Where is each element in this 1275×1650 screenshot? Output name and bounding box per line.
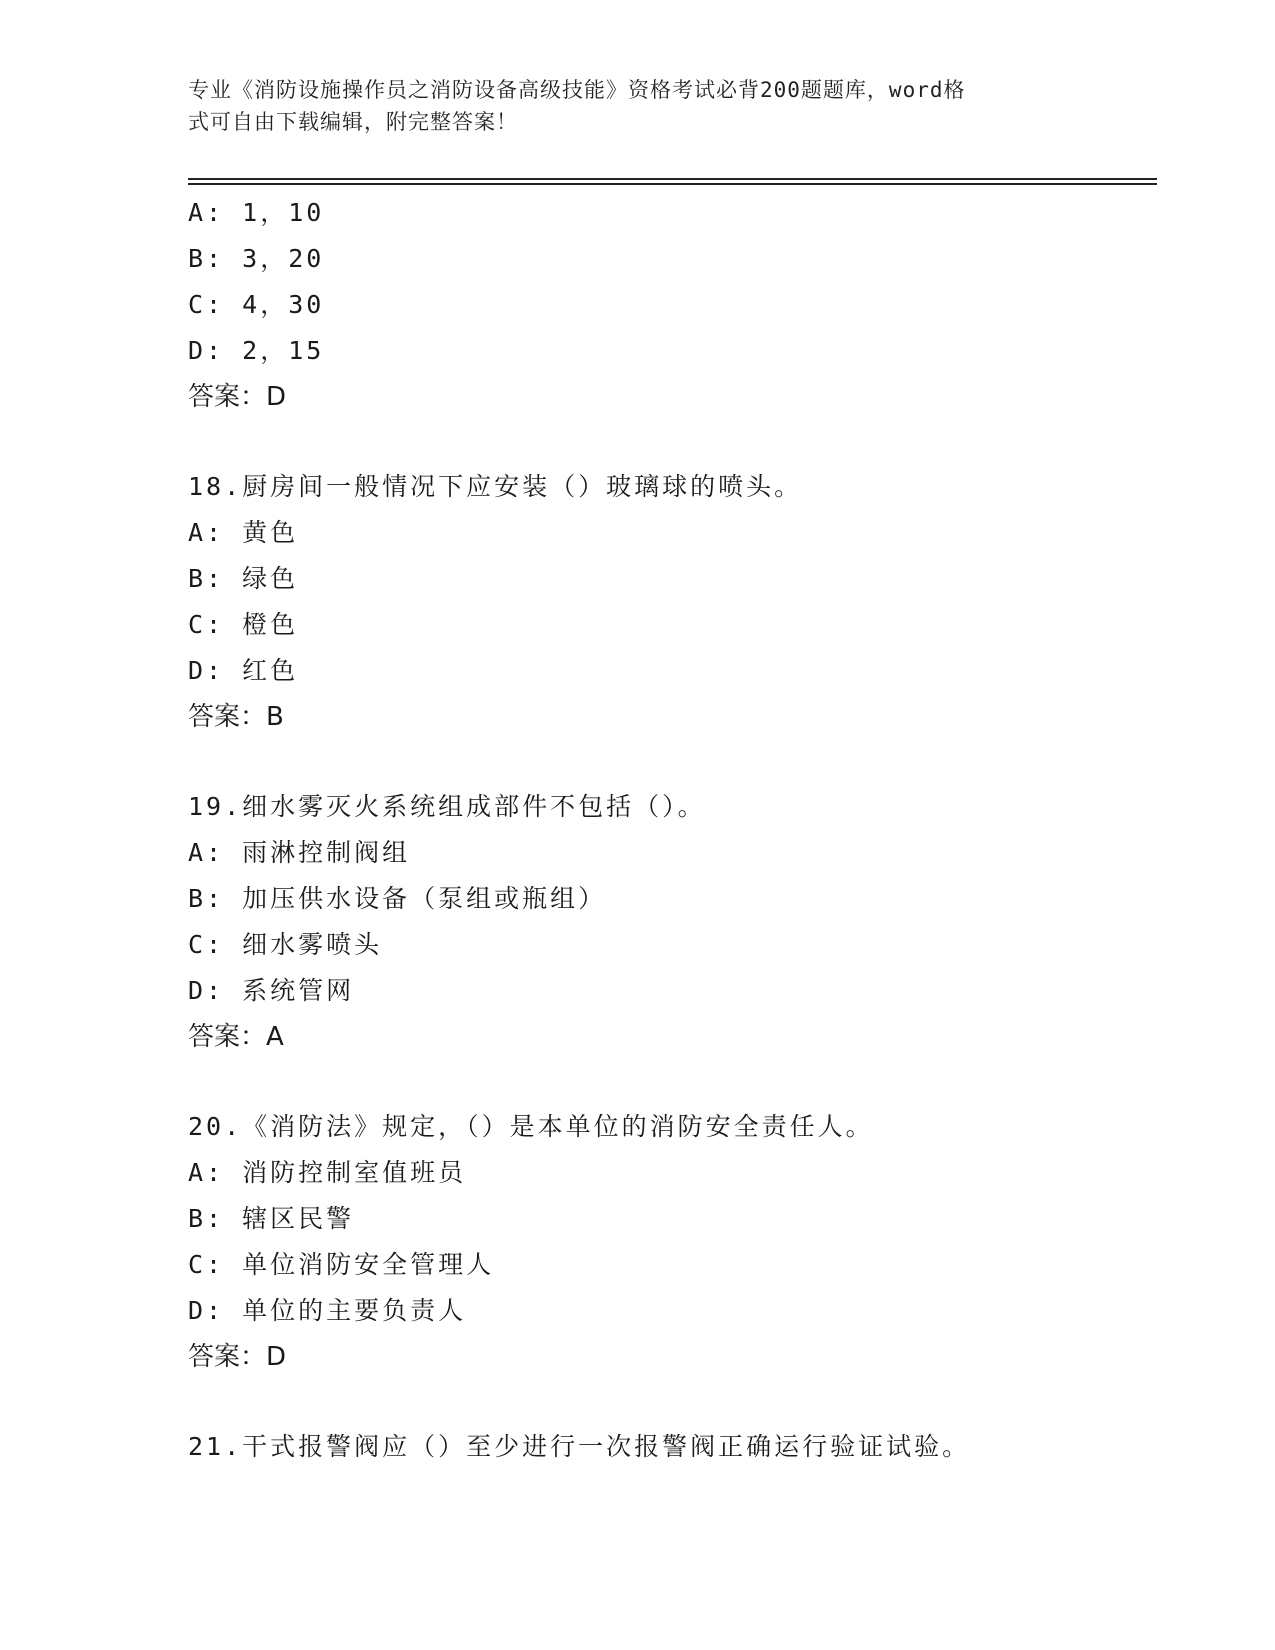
option-b: B: 辖区民警 <box>188 1204 355 1233</box>
option-c: C: 细水雾喷头 <box>188 930 383 959</box>
question-block-17 <box>188 190 1168 420</box>
question-text: 20.《消防法》规定，（）是本单位的消防安全责任人。 <box>188 1112 874 1141</box>
answer-line: 答案：A <box>188 1022 284 1052</box>
answer-line: 答案：D <box>188 1342 287 1372</box>
option-b: B: 3，20 <box>188 244 325 273</box>
question-text: 18.厨房间一般情况下应安装（）玻璃球的喷头。 <box>188 472 803 501</box>
option-a: A: 消防控制室值班员 <box>188 1158 467 1187</box>
header-line-1: 专业《消防设施操作员之消防设备高级技能》资格考试必背200题题库，word格 <box>188 78 966 102</box>
option-a: A: 雨淋控制阀组 <box>188 838 411 867</box>
option-c: C: 橙色 <box>188 610 299 639</box>
question-list <box>188 190 1168 1470</box>
option-b: B: 绿色 <box>188 564 299 593</box>
question-block-18 <box>188 464 1168 740</box>
option-a: A: 黄色 <box>188 518 299 547</box>
question-block-19 <box>188 784 1168 1060</box>
header-line-2: 式可自由下载编辑，附完整答案！ <box>188 110 518 134</box>
question-text: 19.细水雾灭火系统组成部件不包括（）。 <box>188 792 706 821</box>
option-d: D: 2，15 <box>188 336 325 365</box>
document-header <box>188 74 1068 138</box>
question-block-21 <box>188 1424 1168 1470</box>
option-c: C: 单位消防安全管理人 <box>188 1250 495 1279</box>
option-d: D: 单位的主要负责人 <box>188 1296 467 1325</box>
header-divider-bottom <box>188 183 1157 185</box>
option-c: C: 4，30 <box>188 290 325 319</box>
answer-line: 答案：B <box>188 702 284 732</box>
answer-line: 答案：D <box>188 382 287 412</box>
header-divider-top <box>188 178 1157 180</box>
option-b: B: 加压供水设备（泵组或瓶组） <box>188 884 607 913</box>
option-d: D: 红色 <box>188 656 299 685</box>
option-d: D: 系统管网 <box>188 976 355 1005</box>
option-a: A: 1，10 <box>188 198 325 227</box>
question-text: 21.干式报警阀应（）至少进行一次报警阀正确运行验证试验。 <box>188 1432 971 1461</box>
question-block-20 <box>188 1104 1168 1380</box>
